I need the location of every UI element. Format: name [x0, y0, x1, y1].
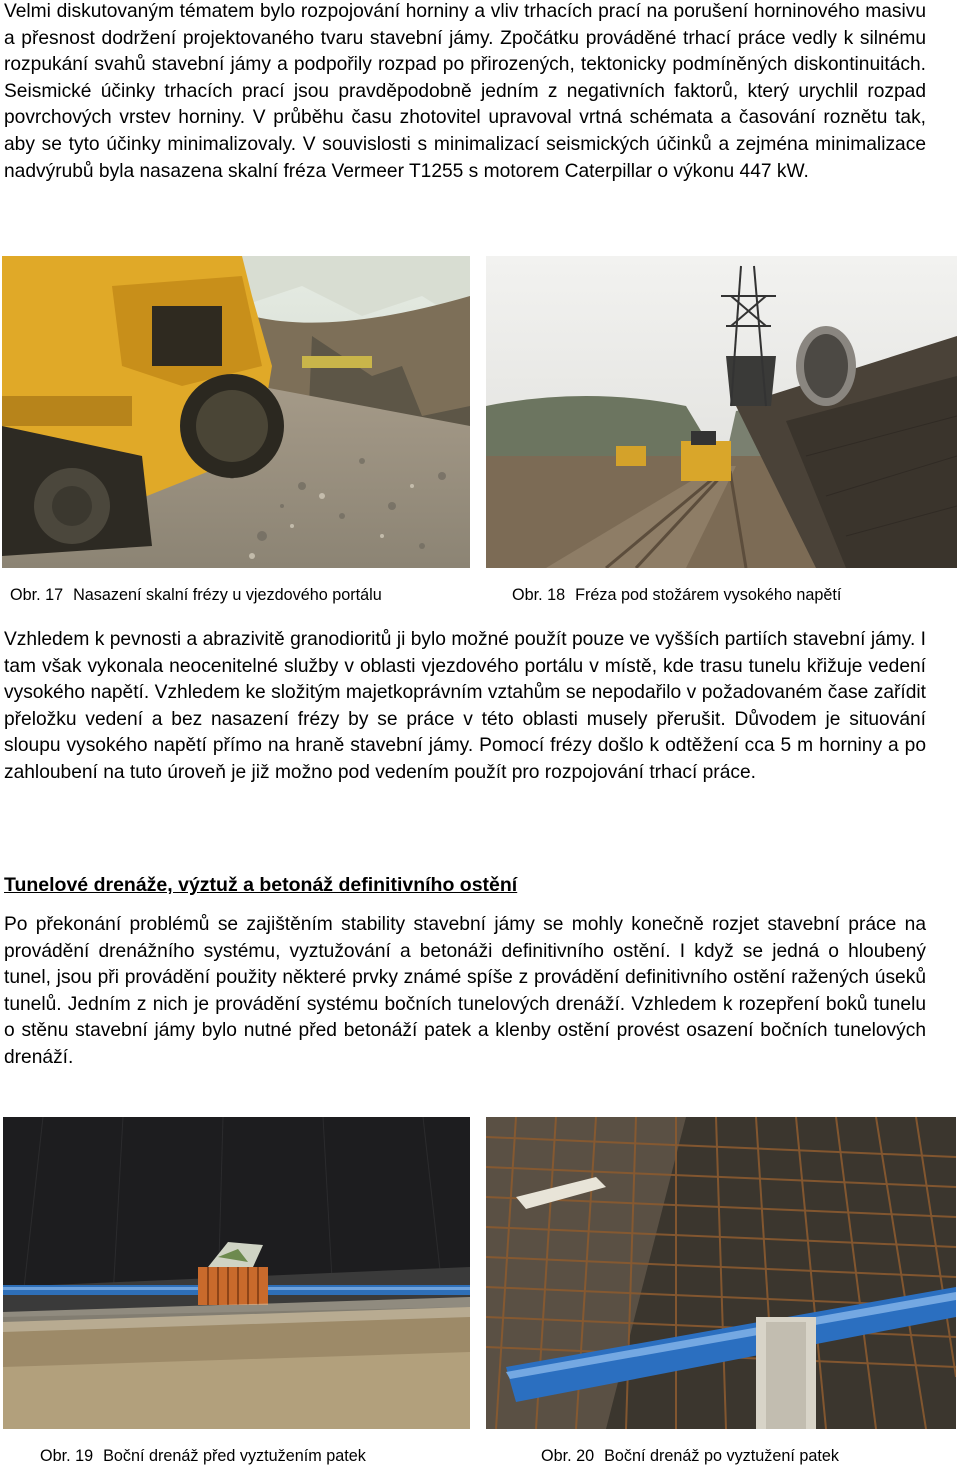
photo-mill-under-pylon	[486, 256, 957, 568]
paragraph-mill-usage: Vzhledem k pevnosti a abrazivitě granodioritů ji bylo možné použít pouze ve vyšších partiích stavební jámy. I tam však vykonala neocenitelné služby v oblasti vjezdového portálu v místě, kde trasu tunelu křižuje vedení vysokého napětí. Vzhledem ke složitým majetkoprávním vztahům se nepodařilo v požadovaném čase zařídit přeložku vedení a bez nasazení frézy by se práce v této oblasti musely přerušit. Důvodem je situování sloupu vysokého napětí přímo na hraně stavební jámy. Pomocí frézy došlo k odtěžení cca 5 m horniny a po zahloubení na tuto úroveň je již možno pod vedením použít pro rozpojování trhací práce.	[4, 629, 926, 783]
photo-rock-mill-portal	[2, 256, 470, 568]
caption-figure-19: Obr. 19 Boční drenáž před vyztužením patek	[40, 1447, 366, 1465]
paragraph-drainage: Po překonání problémů se zajištěním stability stavební jámy se mohly konečně rozjet stavební práce na provádění drenážního systému, vyztužování a betonáži definitivního ostění. I když se jedná o hloubený tunel, jsou při provádění použity některé prvky známé spíše z provádění definitivního ostění ražených úseků tunelů. Jedním z nich je provádění systému bočních tunelových drenáží. Vzhledem k rozepření boků tunelu o stěnu stavební jámy bylo nutné před betonáží patek a klenby ostění provést osazení bočních tunelových drenáží.	[4, 914, 926, 1068]
paragraph-rock-excavation: Velmi diskutovaným tématem bylo rozpojování horniny a vliv trhacích prací na porušení horninového masivu a přesnost dodržení projektovaného tvaru stavební jámy. Zpočátku prováděné trhací práce vedly k silnému rozpukání svahů stavební jámy a podpořily rozpad po přirozených, tektonicky podmíněných diskontinuitách. Seismické účinky trhacích prací jsou pravděpodobně jedním z negativních faktorů, který urychlil rozpad povrchových vrstev horniny. V průběhu času zhotovitel upravoval vrtná schémata a časování roznětu tak, aby se tyto účinky minimalizovaly. V souvislosti s minimalizací seismických účinků a zejména minimalizace nadvýrubů byla nasazena skalní fréza Vermeer T1255 s motorem Caterpillar o výkonu 447 kW.	[4, 1, 926, 182]
photo-side-drain-before	[3, 1117, 470, 1429]
caption-figure-20: Obr. 20 Boční drenáž po vyztužení patek	[541, 1447, 839, 1465]
caption-figure-18: Obr. 18 Fréza pod stožárem vysokého napětí	[512, 586, 842, 604]
photo-side-drain-after	[486, 1117, 956, 1429]
section-heading: Tunelové drenáže, výztuž a betonáž definitivního ostění	[4, 874, 518, 896]
caption-figure-17: Obr. 17 Nasazení skalní frézy u vjezdového portálu	[10, 586, 382, 604]
